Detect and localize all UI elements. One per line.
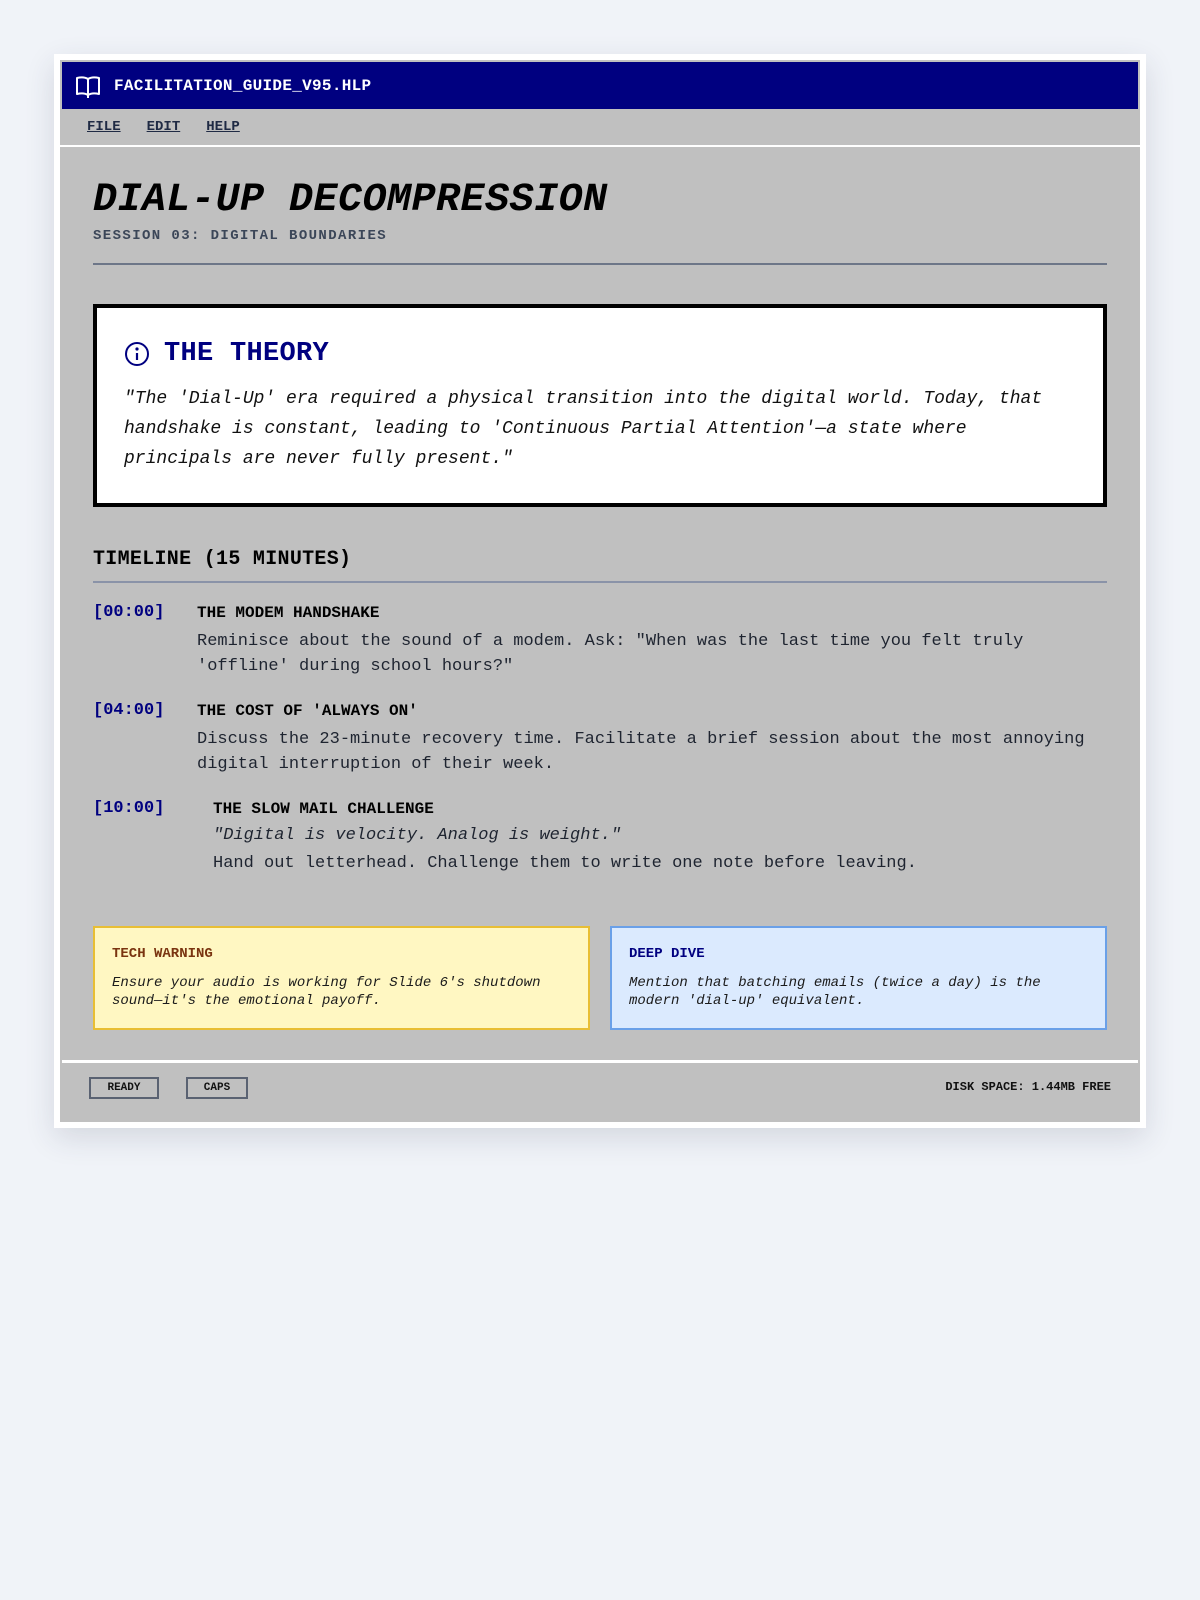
title-bar[interactable] <box>62 62 1138 109</box>
help-window <box>54 54 1146 1128</box>
timeline-time: [04:00] <box>93 701 165 720</box>
timeline-title: TIMELINE (15 MINUTES) <box>93 548 352 571</box>
deep-dive-note <box>610 926 1107 1030</box>
tech-warning-text: Ensure your audio is working for Slide 6's shutdown sound—it's the emotional payoff. <box>112 975 541 1009</box>
window-title: FACILITATION_GUIDE_V95.HLP <box>114 76 372 95</box>
timeline-heading: THE SLOW MAIL CHALLENGE <box>213 800 434 818</box>
timeline-body <box>213 799 1107 875</box>
timeline-heading: THE MODEM HANDSHAKE <box>197 604 380 622</box>
menu-file[interactable]: FILE <box>87 119 121 135</box>
status-ready: READY <box>89 1077 159 1099</box>
menu-bar <box>60 109 1140 147</box>
page-title: DIAL-UP DECOMPRESSION <box>93 178 608 223</box>
timeline-body <box>197 701 1107 777</box>
deep-dive-title: DEEP DIVE <box>629 946 705 962</box>
header-divider <box>93 263 1107 265</box>
timeline-time: [10:00] <box>93 799 165 818</box>
status-caps: CAPS <box>186 1077 248 1099</box>
timeline-heading: THE COST OF 'ALWAYS ON' <box>197 702 418 720</box>
menu-edit[interactable]: EDIT <box>146 119 181 135</box>
menu-help[interactable]: HELP <box>206 119 240 135</box>
timeline-time: [00:00] <box>93 603 165 622</box>
disk-space: DISK SPACE: 1.44MB FREE <box>945 1080 1111 1094</box>
deep-dive-text: Mention that batching emails (twice a day) is the modern 'dial-up' equivalent. <box>629 975 1041 1009</box>
timeline-description: Hand out letterhead. Challenge them to write one note before leaving. <box>213 854 917 873</box>
tech-warning-note <box>93 926 590 1030</box>
window-body <box>60 60 1140 1122</box>
theory-heading: THE THEORY <box>164 339 330 369</box>
timeline-body <box>197 603 1107 679</box>
session-subtitle: SESSION 03: DIGITAL BOUNDARIES <box>93 228 388 244</box>
timeline-divider <box>93 581 1107 583</box>
theory-box <box>93 304 1107 507</box>
theory-text: "The 'Dial-Up' era required a physical transition into the digital world. Today, that handshake is constant, leading to 'Continuous Partial Attention'—a state where principals are never fully present." <box>124 389 1043 469</box>
timeline-description: Discuss the 23-minute recovery time. Facilitate a brief session about the most annoying digital interruption of their week. <box>197 730 1085 774</box>
info-icon <box>124 341 150 367</box>
timeline-quote: "Digital is velocity. Analog is weight." <box>213 826 622 845</box>
book-open-icon <box>74 72 102 100</box>
status-bar <box>62 1060 1138 1120</box>
timeline-description: Reminisce about the sound of a modem. Ask: "When was the last time you felt truly 'offline' during school hours?" <box>197 632 1024 676</box>
theory-header <box>124 336 1076 372</box>
tech-warning-title: TECH WARNING <box>112 946 213 962</box>
